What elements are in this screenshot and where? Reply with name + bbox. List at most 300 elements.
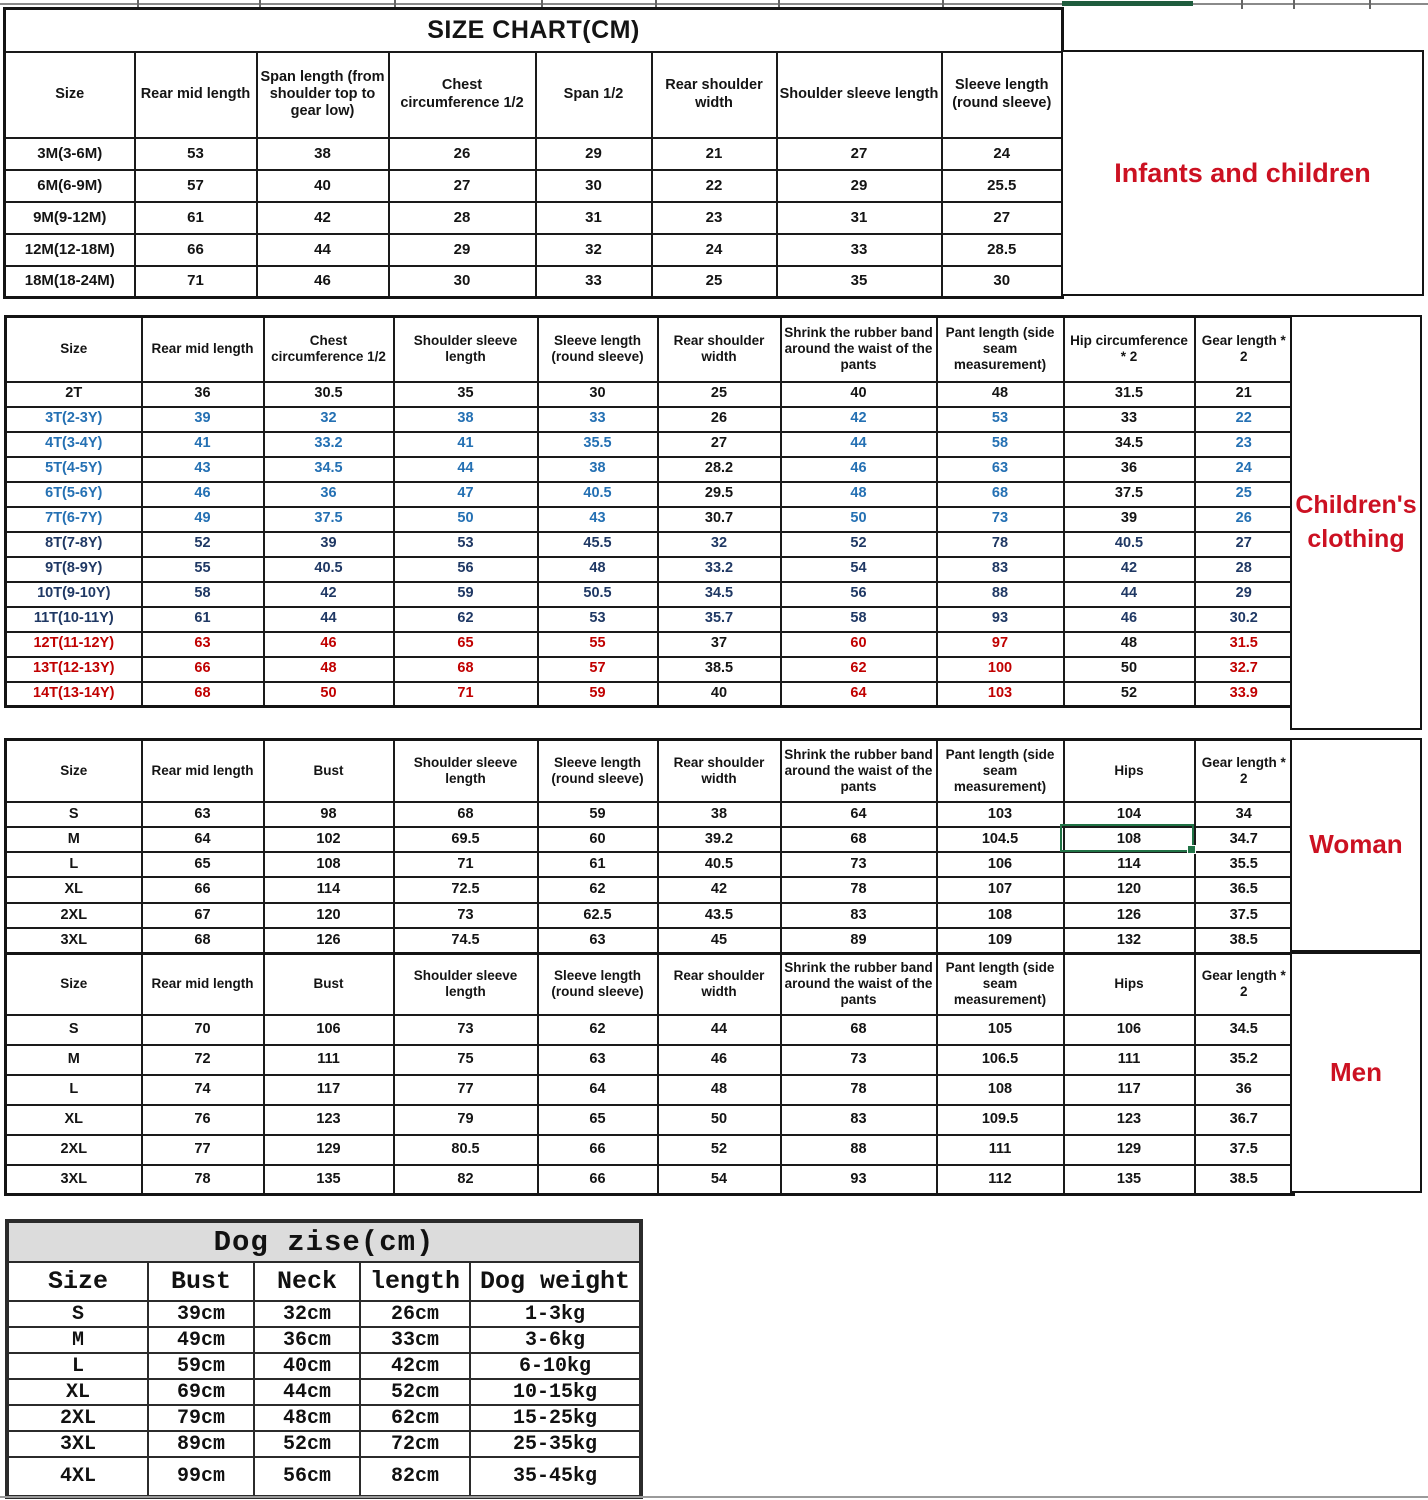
column-header: Rear shoulder width (652, 52, 777, 138)
table-row (6, 632, 1294, 657)
table-row (6, 1105, 1294, 1135)
size-cell: L (6, 1075, 142, 1105)
value-cell: 59 (394, 582, 538, 607)
value-cell: 62.5 (538, 903, 658, 928)
value-cell: 109 (937, 928, 1064, 953)
value-cell: 73 (781, 852, 937, 877)
column-header: Gear length * 2 (1195, 954, 1294, 1015)
value-cell: 73 (394, 903, 538, 928)
value-cell: 80.5 (394, 1135, 538, 1165)
column-tick (1369, 0, 1371, 9)
dog-size-table (5, 1219, 643, 1499)
column-header: Size (6, 317, 142, 382)
value-cell: 31 (536, 202, 652, 234)
table-row (6, 1075, 1294, 1105)
value-cell: 129 (1064, 1135, 1195, 1165)
value-cell: 34.5 (264, 457, 394, 482)
value-cell: 135 (264, 1165, 394, 1195)
value-cell: 64 (538, 1075, 658, 1105)
value-cell: 26 (389, 138, 536, 170)
value-cell: 29 (1195, 582, 1294, 607)
column-header: Rear shoulder width (658, 740, 781, 802)
value-cell: 28 (1195, 557, 1294, 582)
value-cell: 50 (1064, 657, 1195, 682)
column-header: Size (6, 740, 142, 802)
value-cell: 22 (652, 170, 777, 202)
value-cell: 34.7 (1195, 827, 1294, 852)
value-cell: 108 (937, 1075, 1064, 1105)
value-cell: 65 (394, 632, 538, 657)
value-cell: 57 (538, 657, 658, 682)
value-cell: 66 (142, 877, 264, 902)
value-cell: 36 (1195, 1075, 1294, 1105)
value-cell: 36.7 (1195, 1105, 1294, 1135)
column-header: Sleeve length (round sleeve) (538, 740, 658, 802)
column-header: Bust (264, 954, 394, 1015)
woman-size-table (4, 738, 1295, 955)
table-row (6, 1015, 1294, 1045)
value-cell: 66 (135, 234, 257, 266)
value-cell: 52 (658, 1135, 781, 1165)
value-cell: 1-3kg (470, 1301, 641, 1327)
column-header: Bust (148, 1262, 254, 1301)
value-cell: 59cm (148, 1353, 254, 1379)
table-row (6, 557, 1294, 582)
value-cell: 132 (1064, 928, 1195, 953)
size-cell: S (7, 1301, 148, 1327)
value-cell: 62 (781, 657, 937, 682)
size-cell: L (7, 1353, 148, 1379)
size-cell: S (6, 1015, 142, 1045)
value-cell: 70 (142, 1015, 264, 1045)
value-cell: 73 (781, 1045, 937, 1075)
column-header: Gear length * 2 (1195, 317, 1294, 382)
value-cell: 43.5 (658, 903, 781, 928)
column-header: Size (5, 52, 135, 138)
value-cell: 59 (538, 802, 658, 827)
size-cell: XL (6, 1105, 142, 1135)
size-cell: 13T(12-13Y) (6, 657, 142, 682)
value-cell: 33.2 (264, 432, 394, 457)
value-cell: 42 (658, 877, 781, 902)
value-cell: 27 (942, 202, 1063, 234)
value-cell: 69cm (148, 1379, 254, 1405)
column-header: Dog weight (470, 1262, 641, 1301)
size-cell: XL (6, 877, 142, 902)
value-cell: 49 (142, 507, 264, 532)
value-cell: 63 (142, 802, 264, 827)
table-row (6, 852, 1294, 877)
column-header: Pant length (side seam measurement) (937, 740, 1064, 802)
size-cell: 6T(5-6Y) (6, 482, 142, 507)
value-cell: 40.5 (264, 557, 394, 582)
value-cell: 48 (781, 482, 937, 507)
value-cell: 48cm (254, 1405, 360, 1431)
value-cell: 71 (394, 682, 538, 707)
table-row (5, 170, 1063, 202)
column-header: Rear mid length (142, 740, 264, 802)
dog-table-title: Dog zise(cm) (7, 1221, 641, 1262)
value-cell: 31.5 (1195, 632, 1294, 657)
table-row (6, 1165, 1294, 1195)
value-cell: 76 (142, 1105, 264, 1135)
value-cell: 66 (538, 1165, 658, 1195)
size-cell: 3XL (6, 1165, 142, 1195)
value-cell: 33.2 (658, 557, 781, 582)
column-header: Shoulder sleeve length (394, 740, 538, 802)
value-cell: 88 (781, 1135, 937, 1165)
value-cell: 38 (658, 802, 781, 827)
value-cell: 77 (394, 1075, 538, 1105)
value-cell: 126 (264, 928, 394, 953)
size-cell: 11T(10-11Y) (6, 607, 142, 632)
value-cell: 39 (264, 532, 394, 557)
size-cell: 2T (6, 382, 142, 407)
value-cell: 64 (781, 802, 937, 827)
value-cell: 32 (536, 234, 652, 266)
value-cell: 109.5 (937, 1105, 1064, 1135)
value-cell: 104 (1064, 802, 1195, 827)
value-cell: 79cm (148, 1405, 254, 1431)
value-cell: 117 (264, 1075, 394, 1105)
size-cell: 10T(9-10Y) (6, 582, 142, 607)
value-cell: 53 (538, 607, 658, 632)
value-cell: 38 (257, 138, 389, 170)
value-cell: 42 (781, 407, 937, 432)
value-cell: 47 (394, 482, 538, 507)
column-header: Shrink the rubber band around the waist of the pants (781, 740, 937, 802)
value-cell: 68 (937, 482, 1064, 507)
value-cell: 38 (394, 407, 538, 432)
value-cell: 39cm (148, 1301, 254, 1327)
value-cell: 50 (781, 507, 937, 532)
value-cell: 46 (142, 482, 264, 507)
value-cell: 27 (658, 432, 781, 457)
value-cell: 21 (1195, 382, 1294, 407)
value-cell: 48 (264, 657, 394, 682)
value-cell: 40.5 (658, 852, 781, 877)
value-cell: 78 (781, 1075, 937, 1105)
value-cell: 15-25kg (470, 1405, 641, 1431)
column-tick (1241, 0, 1243, 9)
value-cell: 68 (781, 1015, 937, 1045)
selected-column-highlight (1062, 1, 1193, 6)
value-cell: 106.5 (937, 1045, 1064, 1075)
bottom-gridline (0, 1496, 1428, 1498)
value-cell: 22 (1195, 407, 1294, 432)
value-cell: 55 (142, 557, 264, 582)
value-cell: 62 (538, 1015, 658, 1045)
value-cell: 34.5 (1064, 432, 1195, 457)
value-cell: 46 (1064, 607, 1195, 632)
value-cell: 93 (937, 607, 1064, 632)
value-cell: 78 (142, 1165, 264, 1195)
value-cell: 103 (937, 682, 1064, 707)
value-cell: 77 (142, 1135, 264, 1165)
value-cell: 52 (781, 532, 937, 557)
value-cell: 120 (264, 903, 394, 928)
value-cell: 72cm (360, 1431, 470, 1457)
value-cell: 26 (658, 407, 781, 432)
value-cell: 46 (264, 632, 394, 657)
column-header: Rear shoulder width (658, 954, 781, 1015)
value-cell: 45.5 (538, 532, 658, 557)
size-cell: 12T(11-12Y) (6, 632, 142, 657)
value-cell: 79 (394, 1105, 538, 1135)
size-cell: M (6, 827, 142, 852)
value-cell: 24 (1195, 457, 1294, 482)
value-cell: 61 (538, 852, 658, 877)
value-cell: 52 (1064, 682, 1195, 707)
table-row (7, 1301, 641, 1327)
column-header: Sleeve length (round sleeve) (942, 52, 1063, 138)
table-row (6, 607, 1294, 632)
table-row (6, 682, 1294, 707)
value-cell: 44 (264, 607, 394, 632)
value-cell: 44 (658, 1015, 781, 1045)
value-cell: 40cm (254, 1353, 360, 1379)
value-cell: 27 (1195, 532, 1294, 557)
value-cell: 53 (937, 407, 1064, 432)
value-cell: 6-10kg (470, 1353, 641, 1379)
value-cell: 68 (781, 827, 937, 852)
value-cell: 46 (781, 457, 937, 482)
value-cell: 93 (781, 1165, 937, 1195)
value-cell: 61 (135, 202, 257, 234)
value-cell: 37.5 (1195, 903, 1294, 928)
value-cell: 43 (538, 507, 658, 532)
value-cell: 68 (142, 928, 264, 953)
size-cell: 6M(6-9M) (5, 170, 135, 202)
column-tick (1293, 0, 1295, 9)
value-cell: 62cm (360, 1405, 470, 1431)
value-cell: 123 (264, 1105, 394, 1135)
table-row (6, 903, 1294, 928)
value-cell: 37 (658, 632, 781, 657)
table-row (6, 457, 1294, 482)
table-row (6, 802, 1294, 827)
value-cell: 49cm (148, 1327, 254, 1353)
value-cell: 64 (142, 827, 264, 852)
value-cell: 83 (937, 557, 1064, 582)
value-cell: 33 (536, 266, 652, 298)
value-cell: 83 (781, 1105, 937, 1135)
value-cell: 42 (264, 582, 394, 607)
value-cell: 38.5 (1195, 928, 1294, 953)
value-cell: 68 (142, 682, 264, 707)
table-row (7, 1379, 641, 1405)
value-cell: 52 (142, 532, 264, 557)
column-header: Sleeve length (round sleeve) (538, 317, 658, 382)
table-row (7, 1457, 641, 1497)
size-cell: 2XL (7, 1405, 148, 1431)
value-cell: 44 (781, 432, 937, 457)
value-cell: 29 (777, 170, 942, 202)
value-cell: 40 (658, 682, 781, 707)
value-cell: 69.5 (394, 827, 538, 852)
value-cell: 50.5 (538, 582, 658, 607)
woman-label: Woman (1290, 738, 1422, 952)
value-cell: 58 (937, 432, 1064, 457)
value-cell: 62 (538, 877, 658, 902)
value-cell: 25 (1195, 482, 1294, 507)
value-cell: 50 (394, 507, 538, 532)
value-cell: 44 (257, 234, 389, 266)
value-cell: 129 (264, 1135, 394, 1165)
value-cell: 48 (937, 382, 1064, 407)
value-cell: 30 (942, 266, 1063, 298)
table-row (7, 1327, 641, 1353)
value-cell: 71 (394, 852, 538, 877)
value-cell: 73 (394, 1015, 538, 1045)
value-cell: 32 (658, 532, 781, 557)
value-cell: 28.5 (942, 234, 1063, 266)
value-cell: 62 (394, 607, 538, 632)
column-header: Span length (from shoulder top to gear low) (257, 52, 389, 138)
table-row (6, 1045, 1294, 1075)
value-cell: 75 (394, 1045, 538, 1075)
value-cell: 36cm (254, 1327, 360, 1353)
value-cell: 112 (937, 1165, 1064, 1195)
size-cell: 9M(9-12M) (5, 202, 135, 234)
value-cell: 30.7 (658, 507, 781, 532)
value-cell: 114 (264, 877, 394, 902)
value-cell: 111 (264, 1045, 394, 1075)
value-cell: 35-45kg (470, 1457, 641, 1497)
value-cell: 42cm (360, 1353, 470, 1379)
value-cell: 25.5 (942, 170, 1063, 202)
value-cell: 32 (264, 407, 394, 432)
size-cell: 3M(3-6M) (5, 138, 135, 170)
size-cell: 5T(4-5Y) (6, 457, 142, 482)
value-cell: 32.7 (1195, 657, 1294, 682)
column-header: Size (6, 954, 142, 1015)
value-cell: 60 (781, 632, 937, 657)
value-cell: 29 (389, 234, 536, 266)
value-cell: 27 (389, 170, 536, 202)
size-cell: 2XL (6, 903, 142, 928)
value-cell: 64 (781, 682, 937, 707)
column-header: Rear mid length (142, 954, 264, 1015)
value-cell: 48 (538, 557, 658, 582)
column-header: Rear mid length (135, 52, 257, 138)
value-cell: 29 (536, 138, 652, 170)
value-cell: 72.5 (394, 877, 538, 902)
value-cell: 63 (142, 632, 264, 657)
table-row (5, 138, 1063, 170)
size-cell: 4XL (7, 1457, 148, 1497)
value-cell: 37.5 (1064, 482, 1195, 507)
value-cell: 40.5 (538, 482, 658, 507)
value-cell: 42 (1064, 557, 1195, 582)
size-cell: 3T(2-3Y) (6, 407, 142, 432)
value-cell: 39.2 (658, 827, 781, 852)
value-cell: 34 (1195, 802, 1294, 827)
column-header: Gear length * 2 (1195, 740, 1294, 802)
value-cell: 50 (264, 682, 394, 707)
value-cell: 41 (394, 432, 538, 457)
value-cell: 33 (538, 407, 658, 432)
value-cell: 120 (1064, 877, 1195, 902)
value-cell: 39 (142, 407, 264, 432)
table-row (6, 1135, 1294, 1165)
value-cell: 40.5 (1064, 532, 1195, 557)
column-header: Neck (254, 1262, 360, 1301)
value-cell: 66 (538, 1135, 658, 1165)
value-cell: 106 (264, 1015, 394, 1045)
value-cell: 25-35kg (470, 1431, 641, 1457)
value-cell: 97 (937, 632, 1064, 657)
value-cell: 25 (658, 382, 781, 407)
value-cell: 37.5 (1195, 1135, 1294, 1165)
value-cell: 135 (1064, 1165, 1195, 1195)
column-header: Rear shoulder width (658, 317, 781, 382)
value-cell: 58 (781, 607, 937, 632)
value-cell: 36.5 (1195, 877, 1294, 902)
value-cell: 36 (264, 482, 394, 507)
value-cell: 35.5 (1195, 852, 1294, 877)
value-cell: 56 (781, 582, 937, 607)
column-header: Bust (264, 740, 394, 802)
value-cell: 29.5 (658, 482, 781, 507)
size-cell: 14T(13-14Y) (6, 682, 142, 707)
value-cell: 104.5 (937, 827, 1064, 852)
value-cell: 103 (937, 802, 1064, 827)
value-cell: 32cm (254, 1301, 360, 1327)
table-row (6, 382, 1294, 407)
value-cell: 25 (652, 266, 777, 298)
value-cell: 126 (1064, 903, 1195, 928)
value-cell: 43 (142, 457, 264, 482)
table-row (5, 202, 1063, 234)
value-cell: 68 (394, 802, 538, 827)
column-header: Shrink the rubber band around the waist of the pants (781, 317, 937, 382)
value-cell: 72 (142, 1045, 264, 1075)
value-cell: 44cm (254, 1379, 360, 1405)
column-header: Sleeve length (round sleeve) (538, 954, 658, 1015)
column-header: Pant length (side seam measurement) (937, 317, 1064, 382)
men-size-table (4, 952, 1295, 1196)
value-cell: 24 (652, 234, 777, 266)
value-cell: 68 (394, 657, 538, 682)
value-cell: 63 (937, 457, 1064, 482)
size-cell: 9T(8-9Y) (6, 557, 142, 582)
size-cell: 4T(3-4Y) (6, 432, 142, 457)
column-header: Pant length (side seam measurement) (937, 954, 1064, 1015)
value-cell: 31.5 (1064, 382, 1195, 407)
value-cell: 26 (1195, 507, 1294, 532)
value-cell: 30.2 (1195, 607, 1294, 632)
size-cell: 18M(18-24M) (5, 266, 135, 298)
table-row (6, 407, 1294, 432)
value-cell: 67 (142, 903, 264, 928)
value-cell: 54 (658, 1165, 781, 1195)
value-cell: 48 (658, 1075, 781, 1105)
column-header: length (360, 1262, 470, 1301)
value-cell: 21 (652, 138, 777, 170)
value-cell: 60 (538, 827, 658, 852)
value-cell: 28.2 (658, 457, 781, 482)
value-cell: 88 (937, 582, 1064, 607)
value-cell: 53 (135, 138, 257, 170)
value-cell: 114 (1064, 852, 1195, 877)
value-cell: 71 (135, 266, 257, 298)
value-cell: 52cm (360, 1379, 470, 1405)
table-row (6, 928, 1294, 953)
value-cell: 74.5 (394, 928, 538, 953)
value-cell: 34.5 (1195, 1015, 1294, 1045)
value-cell: 33.9 (1195, 682, 1294, 707)
